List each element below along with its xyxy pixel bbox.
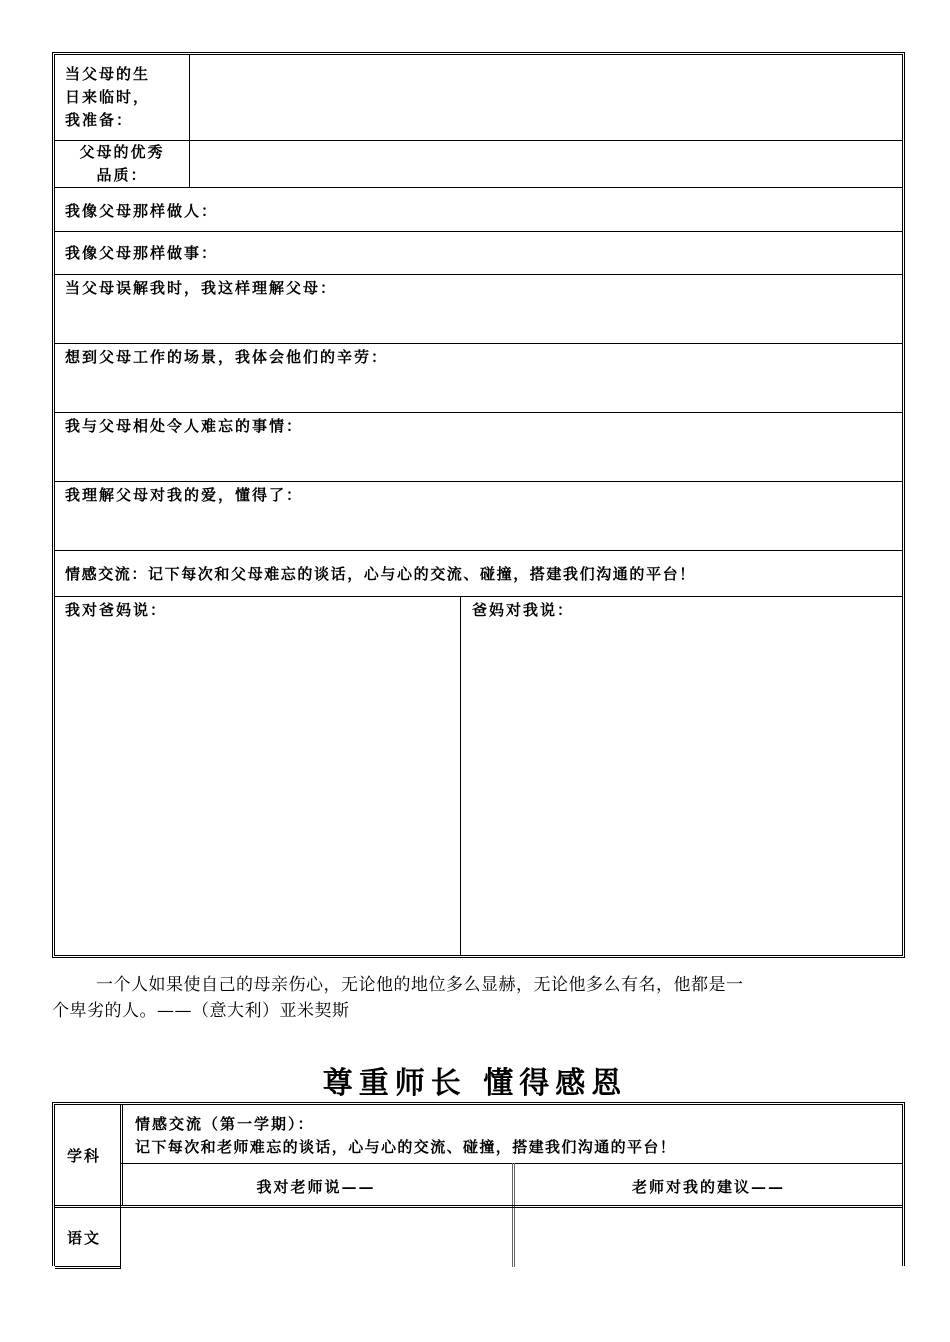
learn-work-row[interactable] bbox=[55, 232, 902, 275]
subject-chinese: 语文 bbox=[67, 1229, 102, 1247]
teacher-advice-header: 老师对我的建议—— bbox=[631, 1178, 785, 1196]
teachers-form bbox=[52, 1102, 905, 1266]
me-to-parents-field[interactable] bbox=[55, 597, 460, 955]
birthday-label-line: 当父母的生 bbox=[65, 65, 151, 83]
misunderstand-row[interactable] bbox=[55, 275, 902, 344]
qualities-answer-field[interactable] bbox=[190, 141, 902, 188]
qualities-label bbox=[67, 141, 177, 187]
parents-to-me-field[interactable] bbox=[461, 597, 902, 955]
label-divider bbox=[189, 55, 190, 188]
exchange-label: 情感交流：记下每次和父母难忘的谈话，心与心的交流、碰撞，搭建我们沟通的平台！ bbox=[65, 565, 696, 583]
birthday-label bbox=[65, 63, 150, 132]
understand-love-label: 我理解父母对我的爱，懂得了： bbox=[65, 486, 304, 504]
understand-love-row[interactable] bbox=[55, 482, 902, 551]
qualities-label-line: 父母的优秀 bbox=[79, 143, 165, 161]
learn-person-row[interactable] bbox=[55, 188, 902, 232]
quote-line bbox=[52, 972, 905, 998]
exchange-row bbox=[55, 551, 902, 597]
teacher-exchange-desc: 记下每次和老师难忘的谈话，心与心的交流、碰撞，搭建我们沟通的平台！ bbox=[135, 1138, 677, 1156]
me-to-parents-label: 我对爸妈说： bbox=[65, 601, 168, 619]
subject-header: 学科 bbox=[67, 1147, 102, 1165]
misunderstand-label: 当父母误解我时，我这样理解父母： bbox=[65, 279, 338, 297]
quote-line-2: 个卑劣的人。——（意大利）亚米契斯 bbox=[52, 1001, 350, 1021]
bottom-edge bbox=[55, 1266, 121, 1269]
subject-column-divider-lower bbox=[120, 1205, 121, 1269]
quote-paragraph bbox=[52, 972, 905, 1024]
birthday-label-line: 日来临时， bbox=[65, 88, 151, 106]
chinese-me-to-teacher-field[interactable] bbox=[122, 1208, 510, 1266]
work-scene-row[interactable] bbox=[55, 344, 902, 413]
parents-to-me-label: 爸妈对我说： bbox=[472, 601, 575, 619]
memorable-row[interactable] bbox=[55, 413, 902, 482]
memorable-label: 我与父母相处令人难忘的事情： bbox=[65, 417, 304, 435]
birthday-answer-field[interactable] bbox=[190, 55, 902, 141]
learn-work-label: 我像父母那样做事： bbox=[65, 244, 219, 262]
birthday-label-line: 我准备： bbox=[65, 111, 134, 129]
chinese-teacher-advice-field[interactable] bbox=[517, 1208, 902, 1266]
parents-form bbox=[52, 52, 905, 958]
birthday-row bbox=[55, 55, 902, 141]
qualities-row bbox=[55, 141, 902, 188]
learn-person-label: 我像父母那样做人： bbox=[65, 202, 219, 220]
work-scene-label: 想到父母工作的场景，我体会他们的辛劳： bbox=[65, 348, 389, 366]
quote-line-1: 一个人如果使自己的母亲伤心，无论他的地位多么显赫，无论他多么有名，他都是一 bbox=[96, 975, 744, 995]
me-to-teacher-header: 我对老师说—— bbox=[256, 1178, 376, 1196]
qualities-label-line: 品质： bbox=[96, 166, 148, 184]
section-title: 尊重师长 懂得感恩 bbox=[322, 1066, 628, 1101]
teacher-exchange-title: 情感交流（第一学期）： bbox=[135, 1115, 315, 1133]
